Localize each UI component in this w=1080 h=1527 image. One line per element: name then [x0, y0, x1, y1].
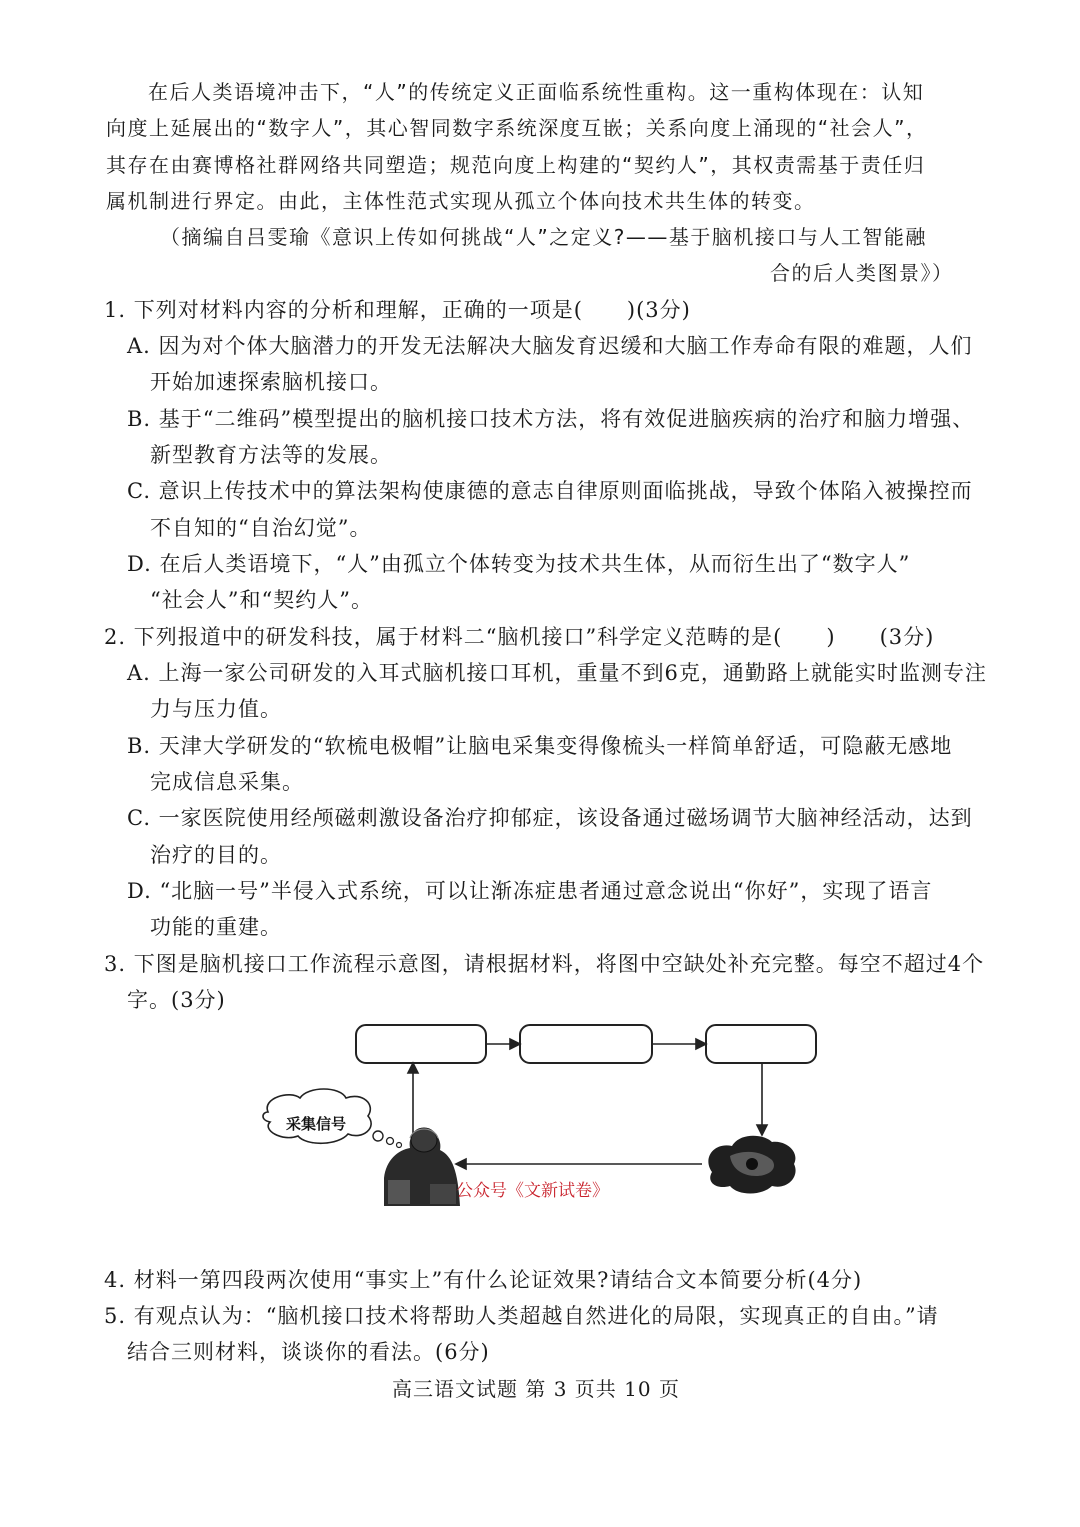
q2-option-d: D. “北脑一号”半侵入式系统，可以让渐冻症患者通过意念说出“你好”，实现了语言 [127, 879, 933, 903]
q3-stem: 3. 下图是脑机接口工作流程示意图，请根据材料，将图中空缺处补充完整。每空不超过4个 [104, 952, 985, 976]
q2-option-a-cont: 力与压力值。 [150, 697, 282, 721]
q4-stem: 4. 材料一第四段两次使用“事实上”有什么论证效果?请结合文本简要分析(4分) [104, 1268, 863, 1292]
blank-box-1[interactable] [356, 1025, 486, 1063]
q1-option-c: C. 意识上传技术中的算法架构使康德的意志自律原则面临挑战，导致个体陷入被操控而 [127, 479, 973, 503]
arrow-box3-to-device [757, 1063, 767, 1135]
q1-option-b: B. 基于“二维码”模型提出的脑机接口技术方法，将有效促进脑疾病的治疗和脑力增强、 [127, 407, 975, 431]
q1-option-d: D. 在后人类语境下，“人”由孤立个体转变为技术共生体，从而衍生出了“数字人” [127, 552, 911, 576]
arrow-device-to-person [456, 1159, 702, 1169]
q3-stem-cont: 字。(3分) [127, 988, 226, 1012]
q2-option-b: B. 天津大学研发的“软梳电极帽”让脑电采集变得像梳头一样简单舒适，可隐蔽无感地 [127, 734, 953, 758]
arrow-box2-to-box3 [652, 1039, 706, 1049]
blank-box-2[interactable] [520, 1025, 652, 1063]
passage-source-line-1: （摘编自吕雯瑜《意识上传如何挑战“人”之定义?——基于脑机接口与人工智能融 [160, 225, 927, 249]
passage-line-2: 向度上延展出的“数字人”，其心智同数字系统深度互嵌；关系向度上涌现的“社会人”， [106, 116, 928, 140]
q2-option-d-cont: 功能的重建。 [150, 915, 282, 939]
passage-line-1: 在后人类语境冲击下，“人”的传统定义正面临系统性重构。这一重构体现在：认知 [148, 80, 925, 104]
arrow-box1-to-box2 [486, 1039, 520, 1049]
q2-option-b-cont: 完成信息采集。 [150, 770, 304, 794]
passage-source-line-2: 合的后人类图景》） [770, 261, 954, 285]
person-with-eeg-cap-icon [384, 1128, 460, 1206]
external-device-icon [708, 1136, 795, 1194]
q2-option-a: A. 上海一家公司研发的入耳式脑机接口耳机，重量不到6克，通勤路上就能实时监测专注 [127, 661, 987, 685]
passage-line-3: 其存在由赛博格社群网络共同塑造；规范向度上构建的“契约人”，其权责需基于责任归 [106, 153, 926, 177]
q1-option-b-cont: 新型教育方法等的发展。 [150, 443, 392, 467]
q2-option-c: C. 一家医院使用经颅磁刺激设备治疗抑郁症，该设备通过磁场调节大脑神经活动，达到 [127, 806, 973, 830]
q2-stem: 2. 下列报道中的研发科技，属于材料二“脑机接口”科学定义范畴的是( ) (3分) [104, 625, 935, 649]
q1-stem: 1. 下列对材料内容的分析和理解，正确的一项是( )(3分) [104, 298, 691, 322]
q1-option-a-cont: 开始加速探索脑机接口。 [150, 370, 392, 394]
arrow-person-to-box1 [408, 1063, 418, 1140]
passage-line-4: 属机制进行界定。由此，主体性范式实现从孤立个体向技术共生体的转变。 [106, 189, 816, 213]
q1-option-c-cont: 不自知的“自治幻觉”。 [150, 516, 372, 540]
watermark-text: 公众号《文新试卷》 [456, 1181, 609, 1201]
blank-box-3[interactable] [706, 1025, 816, 1063]
page-footer: 高三语文试题 第 3 页共 10 页 [392, 1377, 680, 1401]
q2-option-c-cont: 治疗的目的。 [150, 843, 282, 867]
q1-option-a: A. 因为对个体大脑潜力的开发无法解决大脑发育迟缓和大脑工作寿命有限的难题，人们 [127, 334, 973, 358]
q5-stem: 5. 有观点认为：“脑机接口技术将帮助人类超越自然进化的局限，实现真正的自由。”请 [104, 1304, 939, 1328]
q5-stem-cont: 结合三则材料，谈谈你的看法。(6分) [127, 1340, 490, 1364]
q1-option-d-cont: “社会人”和“契约人”。 [150, 588, 373, 612]
bubble-label: 采集信号 [285, 1115, 347, 1133]
